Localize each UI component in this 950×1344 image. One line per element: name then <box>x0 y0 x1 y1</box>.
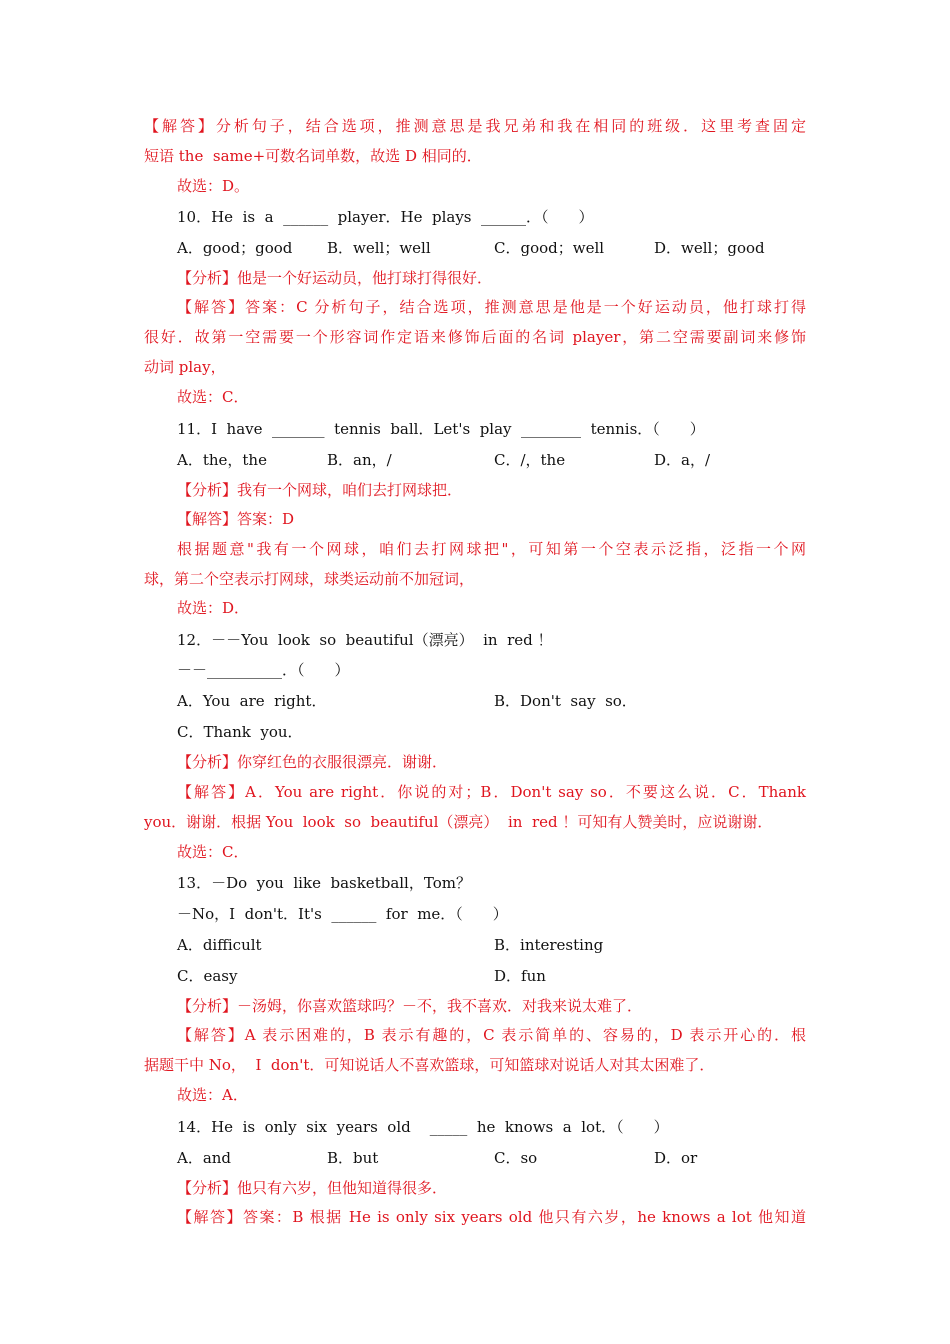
q12-answer-line-2: you．谢谢．根据 You look so beautiful（漂亮） in red ！可知有人赞美时，应说谢谢． <box>144 813 773 831</box>
q13-conclusion: 故选：A． <box>177 1086 248 1104</box>
q11-option-a: A．the，the <box>177 451 267 469</box>
q10-option-b: B．well；well <box>327 239 431 257</box>
q14-stem: 14．He is only six years old _____ he knows a lot．（ ） <box>177 1118 669 1136</box>
q13-option-b: B．interesting <box>494 936 604 954</box>
q11-option-d: D．a，/ <box>654 451 711 469</box>
q11-explain-line-2: 球，第二个空表示打网球，球类运动前不加冠词， <box>144 570 475 588</box>
q12-option-b: B．Don't say so． <box>494 692 637 710</box>
q9-answer-line-1: 【解答】分析句子，结合选项，推测意思是我兄弟和我在相同的班级．这里考查固定 <box>144 117 806 135</box>
q10-option-c: C．good；well <box>494 239 605 257</box>
q9-answer-line-2: 短语 the same+可数名词单数，故选 D 相同的． <box>144 147 482 165</box>
q14-option-d: D．or <box>654 1149 698 1167</box>
q14-option-a: A．and <box>177 1149 232 1167</box>
q10-answer-line-2: 很好．故第一空需要一个形容词作定语来修饰后面的名词 player，第二空需要副词来修饰 <box>144 328 806 346</box>
q13-option-d: D．fun <box>494 967 546 985</box>
q11-stem: 11．I have _______ tennis ball．Let's play ________ tennis．（ ） <box>177 420 705 438</box>
q10-conclusion: 故选：C． <box>177 388 249 406</box>
q13-option-a: A．difficult <box>177 936 262 954</box>
q13-answer-line-1: 【解答】A 表示困难的，B 表示有趣的，C 表示简单的、容易的，D 表示开心的．根 <box>177 1026 806 1044</box>
q13-reply: －No，I don't．It's ______ for me．（ ） <box>177 905 508 923</box>
q10-option-d: D．well；good <box>654 239 765 257</box>
q12-answer-line-1: 【解答】A．You are right．你说的对；B．Don't say so．不要这么说．C．Thank <box>177 783 806 801</box>
q11-explain-line-1: 根据题意"我有一个网球，咱们去打网球把"，可知第一个空表示泛指，泛指一个网 <box>177 540 806 558</box>
q13-option-c: C．easy <box>177 967 238 985</box>
q11-option-c: C．/，the <box>494 451 566 469</box>
q14-answer-line-1: 【解答】答案：B 根据 He is only six years old 他只有六岁，he knows a lot 他知道 <box>177 1208 806 1226</box>
q12-stem: 12．－－You look so beautiful（漂亮） in red ！ <box>177 631 553 649</box>
q12-reply: －－__________．（ ） <box>177 661 350 679</box>
q10-answer-line-3: 动词 play， <box>144 358 226 376</box>
q9-conclusion: 故选：D。 <box>177 177 250 195</box>
q11-conclusion: 故选：D． <box>177 599 250 617</box>
q13-stem: 13．－Do you like basketball，Tom？ <box>177 874 471 892</box>
q12-option-a: A．You are right． <box>177 692 327 710</box>
q10-option-a: A．good；good <box>177 239 293 257</box>
q12-analysis: 【分析】你穿红色的衣服很漂亮．谢谢． <box>177 753 448 771</box>
q10-stem: 10．He is a ______ player．He plays ______．（ ） <box>177 208 594 226</box>
q14-option-b: B．but <box>327 1149 379 1167</box>
q11-option-b: B．an，/ <box>327 451 392 469</box>
q11-analysis: 【分析】我有一个网球，咱们去打网球把． <box>177 481 463 499</box>
q10-answer-line-1: 【解答】答案：C 分析句子，结合选项，推测意思是他是一个好运动员，他打球打得 <box>177 298 806 316</box>
q11-answer: 【解答】答案：D <box>177 510 295 528</box>
q14-analysis: 【分析】他只有六岁，但他知道得很多． <box>177 1179 448 1197</box>
q13-analysis: 【分析】－汤姆，你喜欢篮球吗？－不，我不喜欢．对我来说太难了． <box>177 997 643 1015</box>
q10-analysis: 【分析】他是一个好运动员，他打球打得很好． <box>177 269 493 287</box>
q13-answer-line-2: 据题干中 No， I don't．可知说话人不喜欢篮球，可知篮球对说话人对其太困难了． <box>144 1056 715 1074</box>
q12-conclusion: 故选：C． <box>177 843 249 861</box>
q14-option-c: C．so <box>494 1149 538 1167</box>
q12-option-c: C．Thank you． <box>177 723 303 741</box>
